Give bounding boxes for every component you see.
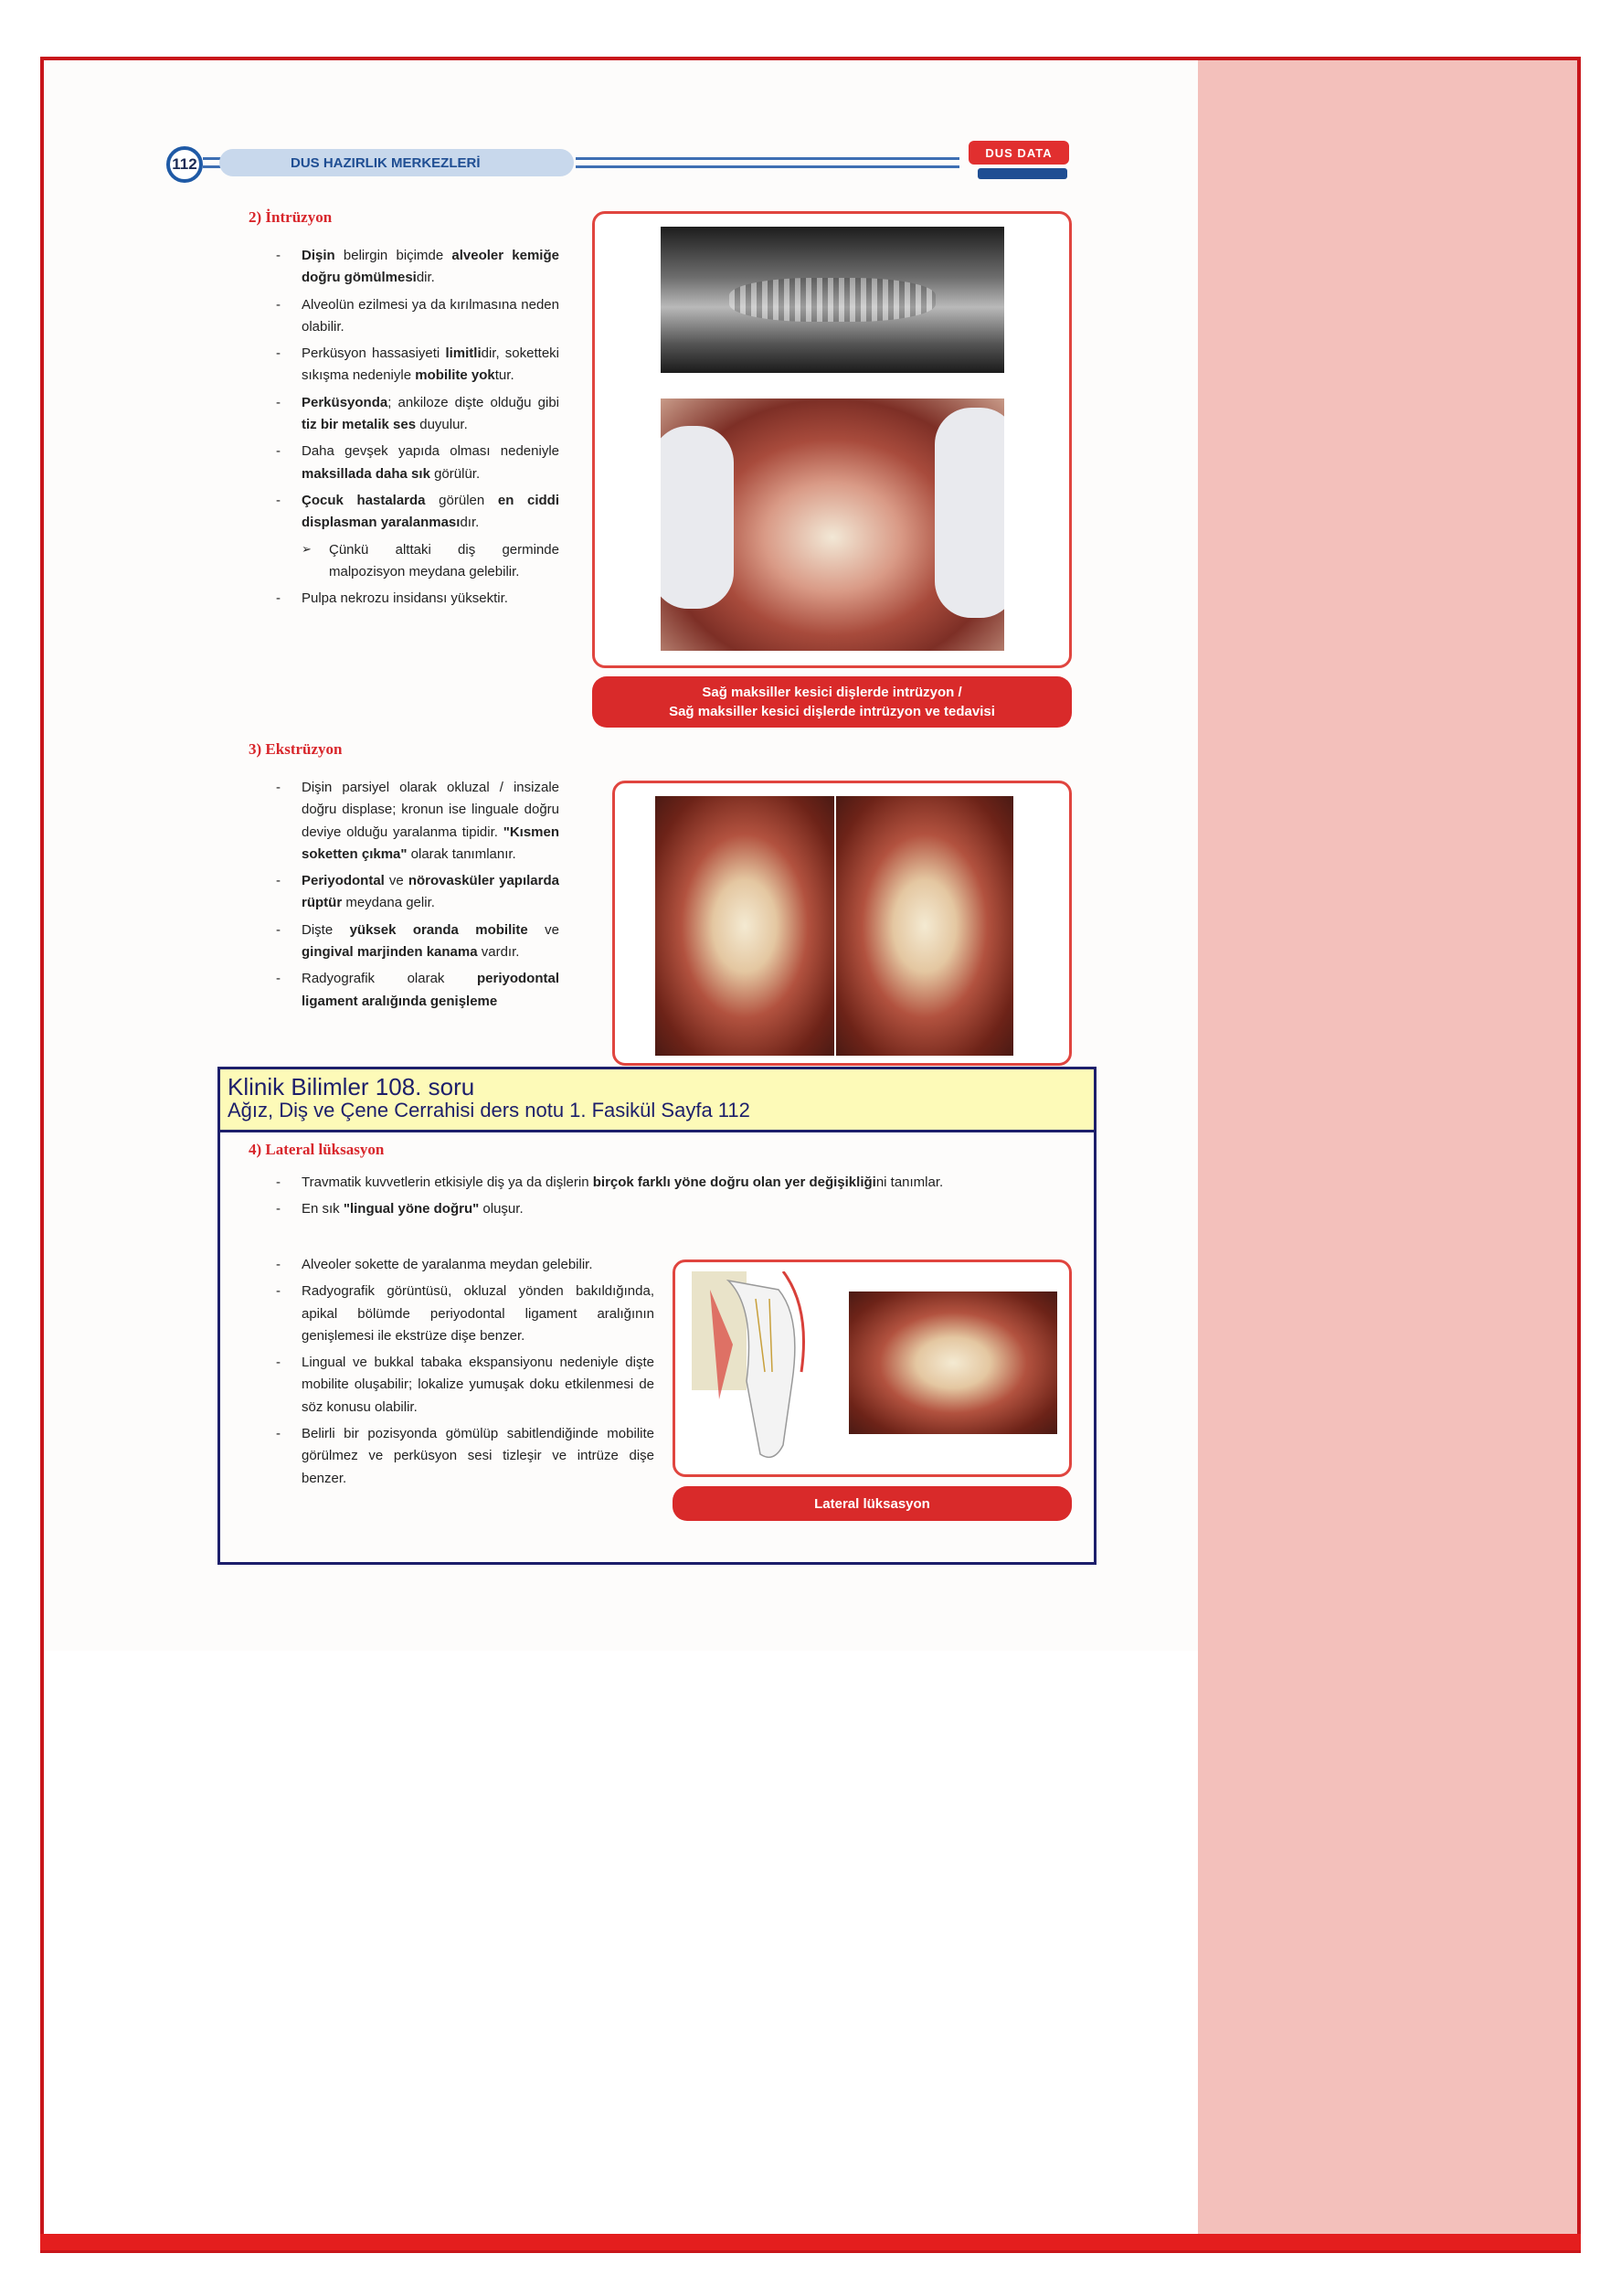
list-item: - Radyografik görüntüsü, okluzal yönden bakıldığında, apikal bölümde periyodontal ligament aralığının genişlemesi ile ekstrüze dişe benzer. [274,1281,654,1347]
intrusion-clinical-photo [661,399,1004,651]
header-title: DUS HAZIRLIK MERKEZLERİ [219,149,574,176]
lateral-caption [673,1486,1072,1521]
lateral-luxation-photo [849,1292,1057,1434]
lateral-list-narrow [274,1254,654,1494]
section-title-lateral: 4) Lateral lüksasyon [249,1141,385,1158]
list-item: - Travmatik kuvvetlerin etkisiyle diş ya da dişlerin birçok farklı yöne doğru olan yer değişikliğini tanımlar. [274,1172,1071,1194]
list-item: - Daha gevşek yapıda olması nedeniyle maksillada daha sık görülür. [274,441,559,485]
list-item: ➢ Çünkü alttaki diş germinde malpozisyon meydana gelebilir. [274,539,559,584]
dus-data-logo [959,137,1071,186]
header-rule [576,157,959,168]
note-header [217,1067,1097,1132]
panoramic-xray-image [661,227,1004,373]
note-title: Klinik Bilimler 108. soru [228,1073,475,1100]
intruzyon-caption-line2: Sağ maksiller kesici dişlerde intrüzyon ve tedavisi [669,704,995,719]
list-item: - Radyografik olarak periyodontal ligament aralığında genişleme [274,968,559,1013]
intruzyon-caption-line1: Sağ maksiller kesici dişlerde intrüzyon / [702,685,962,700]
lateral-figure-box [673,1260,1072,1477]
list-item: - Alveoler sokette de yaralanma meydan gelebilir. [274,1254,654,1276]
lateral-luxation-diagram [692,1271,829,1469]
list-item: - Perküsyonda; ankiloze dişte olduğu gibi tiz bir metalik ses duyulur. [274,392,559,437]
list-item: - Dişte yüksek oranda mobilite ve gingival marjinden kanama vardır. [274,919,559,964]
extrusion-photo-right [836,796,1013,1056]
intruzyon-list [274,245,559,614]
section-title-ekstruzyon: 3) Ekstrüzyon [249,740,343,758]
list-item: - En sık "lingual yöne doğru" oluşur. [274,1198,1071,1220]
list-item: - Periyodontal ve nörovasküler yapılarda rüptür meydana gelir. [274,870,559,915]
logo-badge: DUS DATA [969,141,1069,165]
list-item: - Alveolün ezilmesi ya da kırılmasına neden olabilir. [274,294,559,339]
list-item: - Lingual ve bukkal tabaka ekspansiyonu nedeniyle dişte mobilite oluşabilir; lokalize yumuşak doku etkilenmesi de söz konusu olabilir. [274,1352,654,1419]
page-number: 112 [166,146,203,183]
list-item: - Belirli bir pozisyonda gömülüp sabitlendiğinde mobilite görülmez ve perküsyon sesi tizleşir ve intrüze dişe benzer. [274,1423,654,1490]
section-title-intruzyon: 2) İntrüzyon [249,208,333,226]
intruzyon-caption [592,676,1072,728]
ekstruzyon-list [274,777,559,1068]
header-rule-left [203,157,221,168]
side-panel [1198,60,1577,2234]
list-item: - Dişin belirgin biçimde alveoler kemiğe doğru gömülmesidir. [274,245,559,290]
ekstruzyon-figure-box [612,781,1072,1066]
bottom-bar [40,2234,1581,2250]
list-item: - Perküsyon hassasiyeti limitlidir, soketteki sıkışma nedeniyle mobilite yoktur. [274,343,559,388]
extrusion-photo-left [655,796,834,1056]
lateral-caption-text: Lateral lüksasyon [814,1495,930,1512]
glove-right [935,408,1004,618]
list-item: - Pulpa nekrozu insidansı yüksektir. [274,588,559,610]
note-subtitle: Ağız, Diş ve Çene Cerrahisi ders notu 1. Fasikül Sayfa 112 [228,1099,750,1122]
lateral-list-wide [274,1172,1071,1226]
list-item: - Çocuk hastalarda görülen en ciddi displasman yaralanmasıdır. [274,490,559,535]
list-item: - Dişin parsiyel olarak okluzal / insizale doğru displase; kronun ise linguale doğru deviye olduğu yaralanma tipidir. "Kısmen soketten çıkma" olarak tanımlanır. [274,777,559,866]
intruzyon-figure-box [592,211,1072,668]
logo-subbar [978,168,1067,179]
glove-left [661,426,734,609]
